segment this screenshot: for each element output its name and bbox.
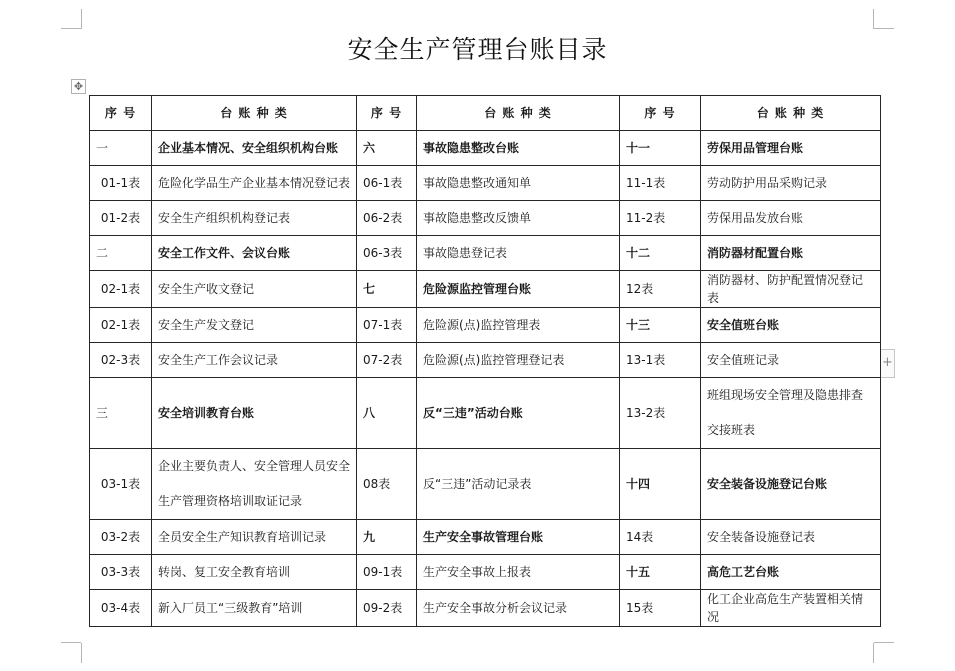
ledger-type-cell: 化工企业高危生产装置相关情况 [701,590,881,627]
row-number-cell: 一 [90,131,152,166]
table-row [90,308,881,343]
row-number-cell: 11-2表 [620,201,701,236]
ledger-type-cell: 反“三违”活动记录表 [417,449,620,520]
ledger-type-cell: 班组现场安全管理及隐患排查交接班表 [701,378,881,449]
row-number-cell: 01-1表 [90,166,152,201]
row-number-cell: 09-2表 [357,590,417,627]
row-number-cell: 09-1表 [357,555,417,590]
header-cell: 序 号 [620,96,701,131]
ledger-type-cell: 安全生产发文登记 [152,308,357,343]
table-row [90,166,881,201]
ledger-table [89,95,881,627]
page-title: 安全生产管理台账目录 [347,35,608,64]
crop-mark-br-v [873,643,874,663]
table-header-row [90,96,881,131]
row-number-cell: 02-1表 [90,308,152,343]
crop-mark-tl-h [61,28,81,29]
row-number-cell: 13-2表 [620,378,701,449]
row-number-cell: 03-4表 [90,590,152,627]
table-row [90,343,881,378]
ledger-type-cell: 事故隐患登记表 [417,236,620,271]
row-number-cell: 十二 [620,236,701,271]
row-number-cell: 02-3表 [90,343,152,378]
row-number-cell: 06-2表 [357,201,417,236]
row-number-cell: 九 [357,520,417,555]
ledger-type-cell: 高危工艺台账 [701,555,881,590]
ledger-type-cell: 事故隐患整改台账 [417,131,620,166]
row-number-cell: 三 [90,378,152,449]
table-move-handle-icon[interactable]: ✥ [71,79,86,94]
row-number-cell: 03-3表 [90,555,152,590]
ledger-type-cell: 安全值班台账 [701,308,881,343]
ledger-type-cell: 生产安全事故管理台账 [417,520,620,555]
crop-mark-bl-v [81,643,82,663]
crop-mark-tr-h [874,28,894,29]
row-number-cell: 十三 [620,308,701,343]
row-number-cell: 06-3表 [357,236,417,271]
header-cell: 序 号 [90,96,152,131]
row-number-cell: 十五 [620,555,701,590]
row-number-cell: 03-2表 [90,520,152,555]
row-number-cell: 六 [357,131,417,166]
table-row [90,236,881,271]
ledger-type-cell: 反“三违”活动台账 [417,378,620,449]
row-number-cell: 七 [357,271,417,308]
ledger-type-cell: 安全生产组织机构登记表 [152,201,357,236]
table-body [90,131,881,627]
row-number-cell: 11-1表 [620,166,701,201]
ledger-type-cell: 安全装备设施登记台账 [701,449,881,520]
ledger-type-cell: 安全装备设施登记表 [701,520,881,555]
ledger-type-cell: 转岗、复工安全教育培训 [152,555,357,590]
table-row [90,449,881,520]
row-number-cell: 07-1表 [357,308,417,343]
row-number-cell: 13-1表 [620,343,701,378]
ledger-type-cell: 安全工作文件、会议台账 [152,236,357,271]
ledger-type-cell: 劳保用品发放台账 [701,201,881,236]
row-number-cell: 07-2表 [357,343,417,378]
ledger-type-cell: 安全生产工作会议记录 [152,343,357,378]
ledger-type-cell: 企业基本情况、安全组织机构台账 [152,131,357,166]
header-cell: 台 账 种 类 [152,96,357,131]
row-number-cell: 01-2表 [90,201,152,236]
ledger-type-cell: 事故隐患整改反馈单 [417,201,620,236]
ledger-type-cell: 危险化学品生产企业基本情况登记表 [152,166,357,201]
ledger-type-cell: 危险源监控管理台账 [417,271,620,308]
row-number-cell: 03-1表 [90,449,152,520]
crop-mark-bl-h [61,642,81,643]
ledger-type-cell: 劳保用品管理台账 [701,131,881,166]
ledger-type-cell: 危险源(点)监控管理登记表 [417,343,620,378]
ledger-type-cell: 生产安全事故分析会议记录 [417,590,620,627]
row-number-cell: 12表 [620,271,701,308]
ledger-type-cell: 安全培训教育台账 [152,378,357,449]
ledger-type-cell: 新入厂员工“三级教育”培训 [152,590,357,627]
ledger-type-cell: 生产安全事故上报表 [417,555,620,590]
crop-mark-tl-v [81,9,82,29]
table-row [90,131,881,166]
header-cell: 台 账 种 类 [417,96,620,131]
ledger-type-cell: 劳动防护用品采购记录 [701,166,881,201]
table-row [90,555,881,590]
table-row [90,271,881,308]
header-cell: 序 号 [357,96,417,131]
header-cell: 台 账 种 类 [701,96,881,131]
row-number-cell: 15表 [620,590,701,627]
ledger-type-cell: 消防器材配置台账 [701,236,881,271]
row-number-cell: 06-1表 [357,166,417,201]
ledger-type-cell: 全员安全生产知识教育培训记录 [152,520,357,555]
row-number-cell: 02-1表 [90,271,152,308]
row-number-cell: 十四 [620,449,701,520]
table-row [90,590,881,627]
ledger-type-cell: 消防器材、防护配置情况登记表 [701,271,881,308]
row-number-cell: 14表 [620,520,701,555]
row-number-cell: 十一 [620,131,701,166]
crop-mark-tr-v [873,9,874,29]
ledger-type-cell: 企业主要负责人、安全管理人员安全生产管理资格培训取证记录 [152,449,357,520]
ledger-type-cell: 事故隐患整改通知单 [417,166,620,201]
add-column-icon[interactable]: + [880,349,895,378]
table-row [90,378,881,449]
table-row [90,201,881,236]
ledger-type-cell: 安全生产收文登记 [152,271,357,308]
ledger-type-cell: 安全值班记录 [701,343,881,378]
row-number-cell: 八 [357,378,417,449]
ledger-type-cell: 危险源(点)监控管理表 [417,308,620,343]
table-row [90,520,881,555]
row-number-cell: 08表 [357,449,417,520]
crop-mark-br-h [874,642,894,643]
row-number-cell: 二 [90,236,152,271]
